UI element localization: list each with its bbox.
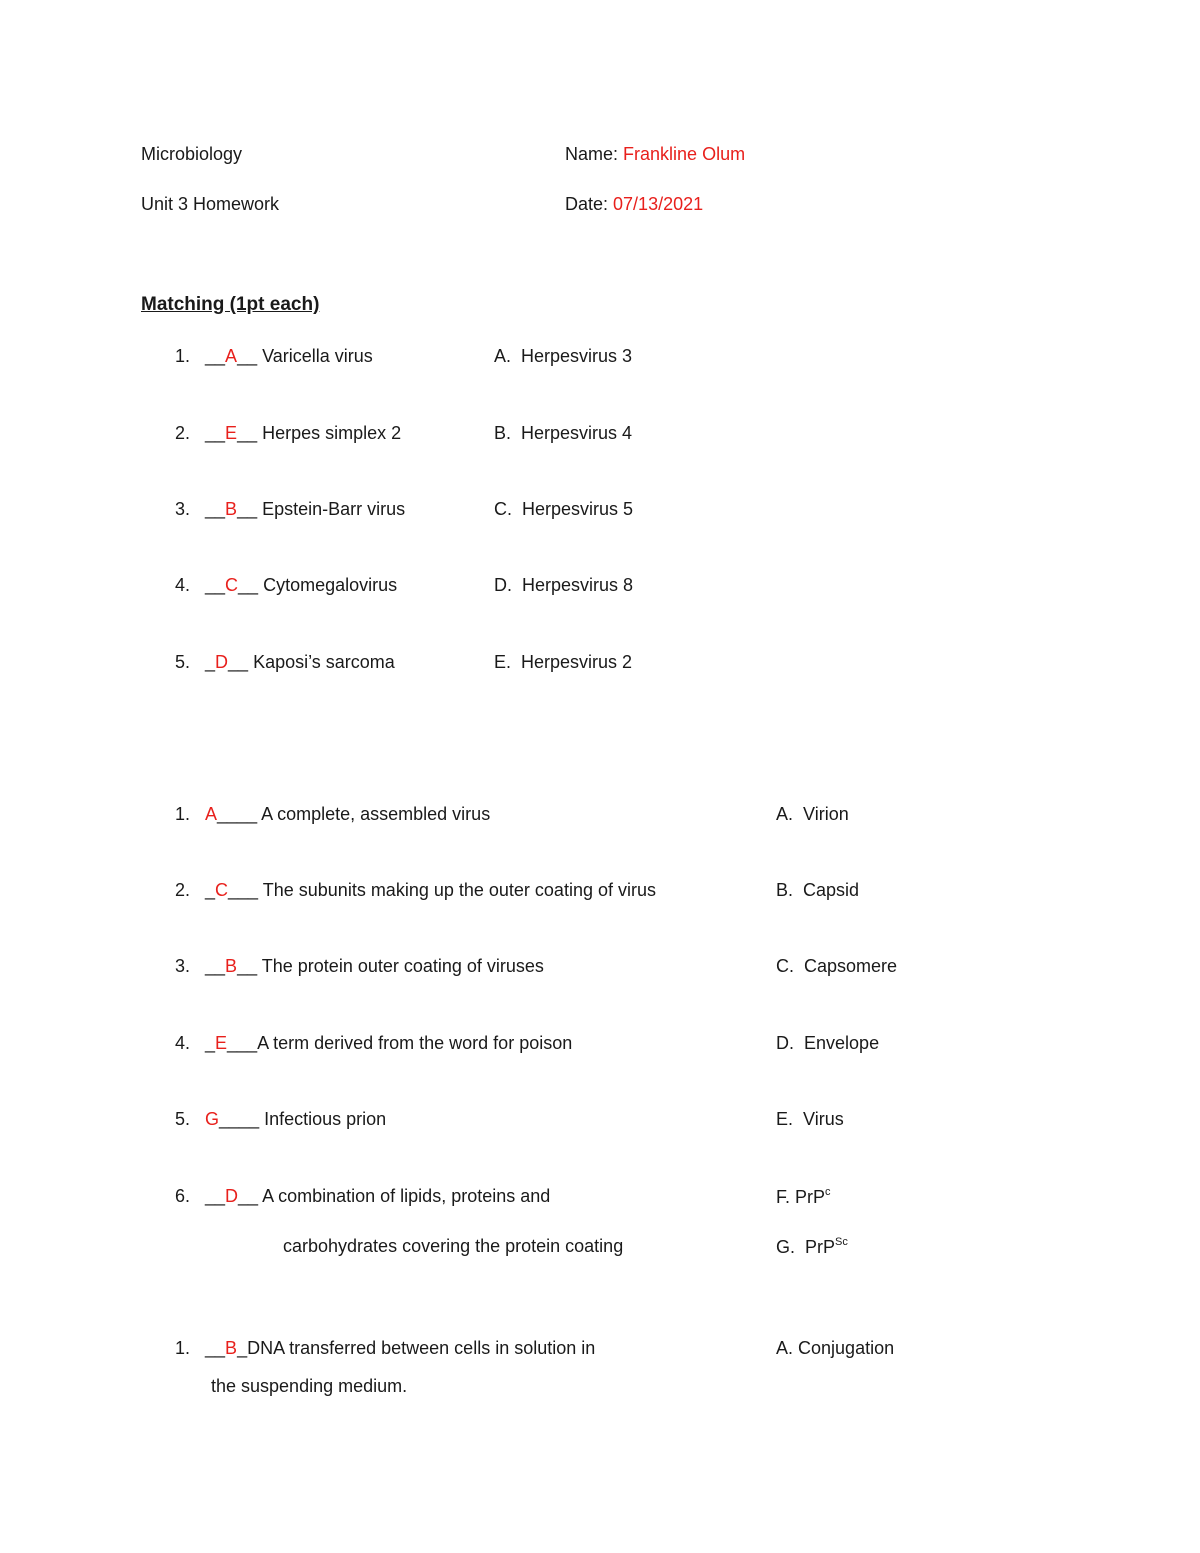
option-letter: A. [494, 346, 512, 366]
option-letter: B. [494, 423, 512, 443]
answer: A [225, 346, 238, 366]
answer-blank: __ [238, 1186, 259, 1206]
answer-blank: _ [237, 1338, 248, 1358]
answer: D [215, 652, 229, 672]
question-item [160, 1033, 572, 1054]
question-item [160, 880, 656, 901]
question-text: A complete, assembled virus [257, 804, 491, 824]
option-letter: E. [494, 652, 512, 672]
answer: C [215, 880, 229, 900]
answer-blank: __ [237, 499, 258, 519]
question-number: 4. [174, 575, 190, 595]
answer-blank: __ [237, 423, 258, 443]
name-field [565, 144, 745, 165]
option-text: Capsomere [804, 956, 898, 976]
question-number: 6. [174, 1186, 190, 1206]
option-text: Herpesvirus 2 [521, 652, 633, 672]
option-letter: G. [776, 1237, 796, 1257]
section-heading: Matching (1pt each) [141, 294, 320, 315]
option-item [494, 423, 632, 444]
option-superscript: Sc [835, 1236, 848, 1248]
answer-blank: _ [205, 1033, 216, 1053]
answer-blank: __ [205, 575, 226, 595]
question-number: 1. [174, 346, 190, 366]
answer-blank: _ [205, 652, 216, 672]
course-title: Microbiology [141, 144, 243, 164]
question-text: A term derived from the word for poison [257, 1033, 573, 1053]
option-item [494, 652, 632, 673]
question-number: 3. [174, 499, 190, 519]
question-number: 3. [174, 956, 190, 976]
question-continuation: carbohydrates covering the protein coating [283, 1236, 624, 1256]
assignment-title: Unit 3 Homework [141, 194, 280, 214]
date-label: Date: [565, 194, 614, 214]
answer-blank: __ [205, 1186, 226, 1206]
answer-blank: ___ [228, 880, 259, 900]
option-item [776, 1186, 831, 1208]
option-text: Herpesvirus 5 [522, 499, 634, 519]
option-letter: D. [494, 575, 512, 595]
question-text: The subunits making up the outer coating of virus [258, 880, 656, 900]
question-item [160, 346, 373, 367]
question-text: The protein outer coating of viruses [257, 956, 544, 976]
option-item [494, 346, 632, 367]
answer-blank: __ [228, 652, 249, 672]
question-text: Infectious prion [259, 1109, 387, 1129]
answer: A [205, 804, 218, 824]
answer: B [225, 1338, 238, 1358]
question-number: 5. [174, 652, 190, 672]
option-item [494, 499, 633, 520]
question-item [160, 652, 395, 673]
answer: E [215, 1033, 228, 1053]
answer-blank: __ [205, 499, 226, 519]
answer-blank: ____ [217, 804, 258, 824]
option-item [776, 956, 897, 977]
answer: E [225, 423, 238, 443]
option-text: Herpesvirus 3 [521, 346, 633, 366]
date-field [565, 194, 703, 215]
option-letter: B. [776, 880, 794, 900]
option-text: PrP [805, 1237, 836, 1257]
question-text: DNA transferred between cells in solution in [247, 1338, 596, 1358]
question-text: Epstein-Barr virus [257, 499, 406, 519]
question-item [160, 575, 397, 596]
option-text: Capsid [803, 880, 860, 900]
question-text: Kaposi’s sarcoma [248, 652, 395, 672]
option-item [776, 804, 849, 825]
question-item [160, 423, 401, 444]
answer: B [225, 499, 238, 519]
option-item [494, 575, 633, 596]
option-text: Herpesvirus 8 [522, 575, 634, 595]
answer: B [225, 956, 238, 976]
question-number: 2. [174, 423, 190, 443]
question-item [160, 499, 405, 520]
question-text: Herpes simplex 2 [257, 423, 402, 443]
option-text: Herpesvirus 4 [521, 423, 633, 443]
answer-blank: __ [238, 575, 259, 595]
answer-blank: __ [237, 346, 258, 366]
option-letter: D. [776, 1033, 794, 1053]
answer: G [205, 1109, 220, 1129]
option-item [776, 1109, 844, 1130]
name-label: Name: [565, 144, 624, 164]
question-number: 1. [174, 1338, 190, 1358]
option-superscript: c [825, 1186, 831, 1198]
answer-blank: __ [205, 423, 226, 443]
option-letter: E. [776, 1109, 794, 1129]
answer-blank: _ [205, 880, 216, 900]
option-text: PrP [795, 1187, 826, 1207]
option-text: Virus [803, 1109, 844, 1129]
option-letter: A. [776, 804, 794, 824]
date-value: 07/13/2021 [613, 194, 704, 214]
question-continuation: the suspending medium. [211, 1376, 408, 1396]
name-value: Frankline Olum [623, 144, 746, 164]
option-letter: C. [494, 499, 512, 519]
question-number: 5. [174, 1109, 190, 1129]
question-item [160, 1186, 550, 1207]
answer-blank: __ [237, 956, 258, 976]
answer-blank: __ [205, 346, 226, 366]
answer-blank: ___ [227, 1033, 258, 1053]
answer: C [225, 575, 239, 595]
question-text: Varicella virus [257, 346, 373, 366]
option-item [776, 1033, 879, 1054]
answer-blank: __ [205, 1338, 226, 1358]
option-text: Conjugation [798, 1338, 895, 1358]
option-text: Envelope [804, 1033, 880, 1053]
question-number: 2. [174, 880, 190, 900]
option-letter: C. [776, 956, 794, 976]
option-text: Virion [803, 804, 849, 824]
option-letter: F. [776, 1187, 791, 1207]
question-number: 4. [174, 1033, 190, 1053]
question-number: 1. [174, 804, 190, 824]
answer: D [225, 1186, 239, 1206]
option-item [776, 1338, 894, 1359]
option-letter: A. [776, 1338, 794, 1358]
question-text: Cytomegalovirus [258, 575, 398, 595]
question-item [160, 1338, 595, 1359]
question-text: A combination of lipids, proteins and [258, 1186, 551, 1206]
question-item [160, 804, 490, 825]
answer-blank: ____ [219, 1109, 260, 1129]
question-item [160, 956, 544, 977]
option-item [776, 880, 859, 901]
question-item [160, 1109, 386, 1130]
answer-blank: __ [205, 956, 226, 976]
option-item [776, 1236, 848, 1258]
